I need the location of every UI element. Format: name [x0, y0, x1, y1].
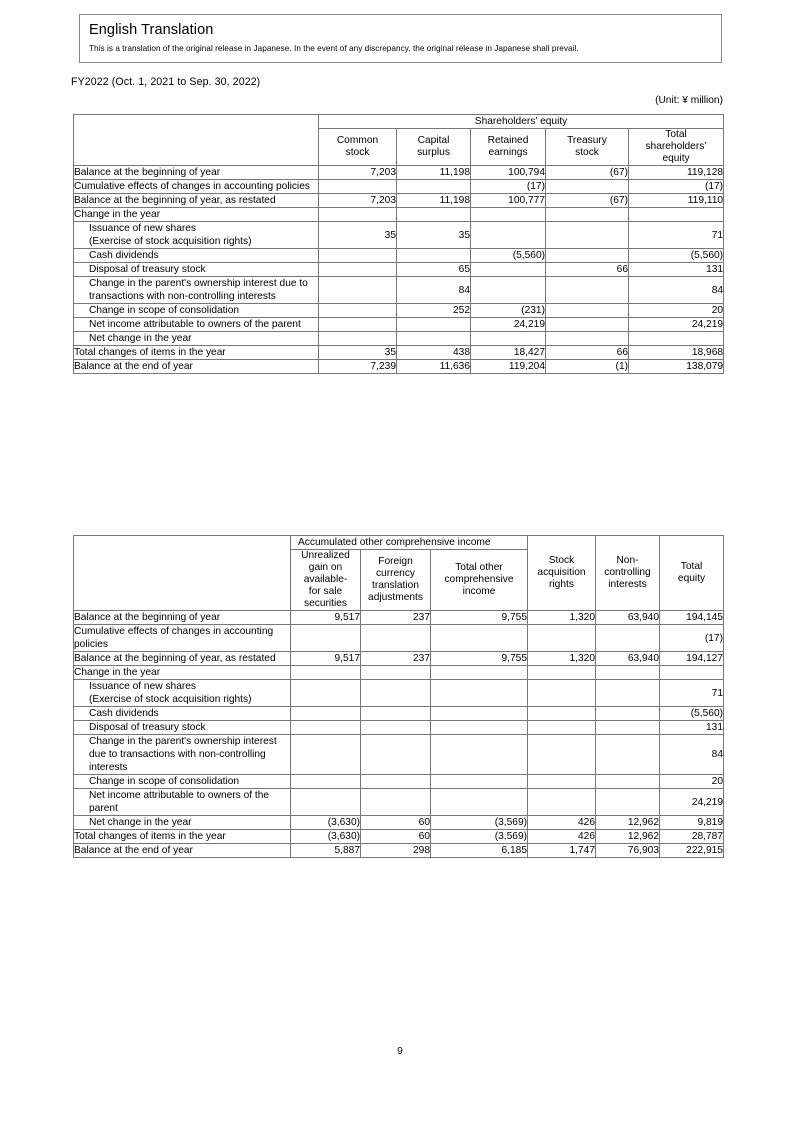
- cell-unrealized-gain-on-available-for-sale-securities: [291, 625, 361, 652]
- table-row: [74, 249, 724, 263]
- cell-capital-surplus: [397, 208, 471, 222]
- table1-group-header-row: [74, 115, 724, 129]
- cell-retained-earnings: (17): [471, 180, 546, 194]
- cell-total-shareholders-equity: 84: [629, 277, 724, 304]
- cell-treasury-stock: 66: [546, 263, 629, 277]
- table2-col-header-stock-acquisition-rights: Stock acquisition rights: [528, 536, 596, 611]
- table1-col-header-total-shareholders-equity: Total shareholders’ equity: [629, 129, 724, 166]
- table-row: [74, 666, 724, 680]
- cell-total-equity: 24,219: [660, 789, 724, 816]
- cell-total-shareholders-equity: [629, 208, 724, 222]
- row-label-change-in-the-year: Change in the year: [74, 208, 319, 222]
- row-label-change-in-the-parents-ownership-interest-due-to-: Change in the parent's ownership interest due to transactions with non-controlling interests: [74, 277, 319, 304]
- cell-unrealized-gain-on-available-for-sale-securities: [291, 666, 361, 680]
- row-label-net-change-in-the-year: Net change in the year: [74, 332, 319, 346]
- cell-total-shareholders-equity: 20: [629, 304, 724, 318]
- cell-unrealized-gain-on-available-for-sale-securities: [291, 735, 361, 775]
- cell-non-controlling-interests: [596, 707, 660, 721]
- cell-total-shareholders-equity: (17): [629, 180, 724, 194]
- table1-col-header-capital-surplus: Capital surplus: [397, 129, 471, 166]
- cell-non-controlling-interests: 63,940: [596, 611, 660, 625]
- row-label-change-in-the-year: Change in the year: [74, 666, 291, 680]
- cell-total-equity: (17): [660, 625, 724, 652]
- table-row: [74, 625, 724, 652]
- row-label-disposal-of-treasury-stock: Disposal of treasury stock: [74, 721, 291, 735]
- row-label-balance-at-the-beginning-of-year-as-restated: Balance at the beginning of year, as restated: [74, 652, 291, 666]
- table2-col-header-total-equity: Total equity: [660, 536, 724, 611]
- cell-retained-earnings: 18,427: [471, 346, 546, 360]
- cell-stock-acquisition-rights: [528, 625, 596, 652]
- table-row: [74, 611, 724, 625]
- cell-total-shareholders-equity: 119,110: [629, 194, 724, 208]
- row-label-balance-at-the-beginning-of-year: Balance at the beginning of year: [74, 166, 319, 180]
- table2-group-header: Accumulated other comprehensive income: [291, 536, 528, 550]
- cell-retained-earnings: (5,560): [471, 249, 546, 263]
- cell-common-stock: [319, 263, 397, 277]
- row-label-disposal-of-treasury-stock: Disposal of treasury stock: [74, 263, 319, 277]
- fiscal-period-label: FY2022 (Oct. 1, 2021 to Sep. 30, 2022): [71, 76, 261, 88]
- cell-non-controlling-interests: [596, 625, 660, 652]
- cell-retained-earnings: [471, 208, 546, 222]
- row-label-balance-at-the-end-of-year: Balance at the end of year: [74, 844, 291, 858]
- row-label-total-changes-of-items-in-the-year: Total changes of items in the year: [74, 830, 291, 844]
- cell-stock-acquisition-rights: 1,320: [528, 611, 596, 625]
- cell-non-controlling-interests: 63,940: [596, 652, 660, 666]
- cell-retained-earnings: [471, 222, 546, 249]
- cell-foreign-currency-translation-adjustments: 237: [361, 652, 431, 666]
- cell-retained-earnings: [471, 263, 546, 277]
- cell-foreign-currency-translation-adjustments: [361, 789, 431, 816]
- cell-non-controlling-interests: 76,903: [596, 844, 660, 858]
- cell-retained-earnings: (231): [471, 304, 546, 318]
- table-row: [74, 277, 724, 304]
- cell-common-stock: 7,203: [319, 166, 397, 180]
- cell-total-other-comprehensive-income: (3,569): [431, 816, 528, 830]
- cell-common-stock: [319, 208, 397, 222]
- table2-col-header-total-other-comprehensive-income: Total other comprehensive income: [431, 550, 528, 611]
- cell-treasury-stock: [546, 318, 629, 332]
- table-row: [74, 263, 724, 277]
- table2-header: [74, 536, 724, 611]
- cell-total-equity: 28,787: [660, 830, 724, 844]
- cell-stock-acquisition-rights: [528, 735, 596, 775]
- table1-group-header: Shareholders’ equity: [319, 115, 724, 129]
- cell-common-stock: [319, 332, 397, 346]
- table-row: [74, 208, 724, 222]
- cell-unrealized-gain-on-available-for-sale-securities: 9,517: [291, 652, 361, 666]
- row-label-change-in-the-parents-ownership-interest-due-to-: Change in the parent's ownership interest due to transactions with non-controlling interests: [74, 735, 291, 775]
- cell-total-other-comprehensive-income: [431, 707, 528, 721]
- table-row: [74, 680, 724, 707]
- table2-group-header-row: [74, 536, 724, 550]
- cell-capital-surplus: 35: [397, 222, 471, 249]
- cell-unrealized-gain-on-available-for-sale-securities: [291, 707, 361, 721]
- cell-treasury-stock: [546, 180, 629, 194]
- cell-common-stock: 7,239: [319, 360, 397, 374]
- table-row: [74, 721, 724, 735]
- cell-total-equity: 71: [660, 680, 724, 707]
- table2-corner-cell: [74, 536, 291, 611]
- row-label-change-in-scope-of-consolidation: Change in scope of consolidation: [74, 304, 319, 318]
- cell-unrealized-gain-on-available-for-sale-securities: (3,630): [291, 830, 361, 844]
- cell-stock-acquisition-rights: [528, 680, 596, 707]
- cell-unrealized-gain-on-available-for-sale-securities: 9,517: [291, 611, 361, 625]
- cell-total-other-comprehensive-income: 9,755: [431, 611, 528, 625]
- cell-total-equity: 20: [660, 775, 724, 789]
- table-row: [74, 707, 724, 721]
- row-label-cumulative-effects-of-changes-in-accounting-poli: Cumulative effects of changes in accounting policies: [74, 625, 291, 652]
- cell-retained-earnings: 100,777: [471, 194, 546, 208]
- table-row: [74, 789, 724, 816]
- cell-unrealized-gain-on-available-for-sale-securities: [291, 789, 361, 816]
- cell-non-controlling-interests: [596, 721, 660, 735]
- cell-common-stock: 35: [319, 222, 397, 249]
- cell-capital-surplus: 65: [397, 263, 471, 277]
- cell-total-other-comprehensive-income: [431, 666, 528, 680]
- cell-non-controlling-interests: 12,962: [596, 830, 660, 844]
- cell-treasury-stock: [546, 208, 629, 222]
- notice-title: English Translation: [89, 22, 214, 38]
- table-row: [74, 318, 724, 332]
- cell-total-shareholders-equity: 24,219: [629, 318, 724, 332]
- table2-col-header-foreign-currency-translation-adjustments: Foreign currency translation adjustments: [361, 550, 431, 611]
- cell-foreign-currency-translation-adjustments: [361, 680, 431, 707]
- cell-stock-acquisition-rights: [528, 789, 596, 816]
- cell-retained-earnings: [471, 332, 546, 346]
- cell-total-equity: (5,560): [660, 707, 724, 721]
- cell-total-other-comprehensive-income: [431, 721, 528, 735]
- cell-common-stock: [319, 180, 397, 194]
- table-row: [74, 180, 724, 194]
- table1-body: [74, 166, 724, 374]
- row-label-cash-dividends: Cash dividends: [74, 707, 291, 721]
- row-label-net-income-attributable-to-owners-of-the-parent: Net income attributable to owners of the parent: [74, 789, 291, 816]
- cell-foreign-currency-translation-adjustments: [361, 666, 431, 680]
- table2-col-header-non-controlling-interests: Non- controlling interests: [596, 536, 660, 611]
- cell-capital-surplus: [397, 249, 471, 263]
- cell-stock-acquisition-rights: [528, 666, 596, 680]
- table-row: [74, 332, 724, 346]
- table-row: [74, 775, 724, 789]
- cell-total-shareholders-equity: 138,079: [629, 360, 724, 374]
- cell-foreign-currency-translation-adjustments: 60: [361, 830, 431, 844]
- table1-corner-cell: [74, 115, 319, 166]
- cell-total-equity: 9,819: [660, 816, 724, 830]
- cell-treasury-stock: 66: [546, 346, 629, 360]
- cell-capital-surplus: 11,198: [397, 166, 471, 180]
- notice-subtitle: This is a translation of the original release in Japanese. In the event of any discrepancy, the original release in Japanese shall prevail.: [89, 44, 579, 53]
- row-label-balance-at-the-beginning-of-year-as-restated: Balance at the beginning of year, as restated: [74, 194, 319, 208]
- cell-retained-earnings: 100,794: [471, 166, 546, 180]
- cell-stock-acquisition-rights: [528, 775, 596, 789]
- cell-unrealized-gain-on-available-for-sale-securities: (3,630): [291, 816, 361, 830]
- row-label-total-changes-of-items-in-the-year: Total changes of items in the year: [74, 346, 319, 360]
- cell-common-stock: 7,203: [319, 194, 397, 208]
- table-row: [74, 652, 724, 666]
- cell-total-shareholders-equity: [629, 332, 724, 346]
- cell-stock-acquisition-rights: 426: [528, 816, 596, 830]
- cell-treasury-stock: (1): [546, 360, 629, 374]
- cell-non-controlling-interests: [596, 775, 660, 789]
- table-row: [74, 360, 724, 374]
- cell-stock-acquisition-rights: 1,320: [528, 652, 596, 666]
- table-row: [74, 304, 724, 318]
- cell-retained-earnings: [471, 277, 546, 304]
- cell-stock-acquisition-rights: 426: [528, 830, 596, 844]
- cell-unrealized-gain-on-available-for-sale-securities: 5,887: [291, 844, 361, 858]
- cell-non-controlling-interests: [596, 735, 660, 775]
- cell-capital-surplus: 438: [397, 346, 471, 360]
- cell-total-equity: 194,127: [660, 652, 724, 666]
- unit-label: (Unit: ¥ million): [655, 95, 723, 106]
- cell-capital-surplus: [397, 180, 471, 194]
- table1-col-header-retained-earnings: Retained earnings: [471, 129, 546, 166]
- table2-col-header-unrealized-gain-on-available-for-sale-securities: Unrealized gain on available- for sale securities: [291, 550, 361, 611]
- cell-treasury-stock: [546, 222, 629, 249]
- cell-capital-surplus: [397, 332, 471, 346]
- cell-unrealized-gain-on-available-for-sale-securities: [291, 775, 361, 789]
- cell-common-stock: [319, 318, 397, 332]
- page-number: 9: [397, 1046, 403, 1057]
- cell-non-controlling-interests: [596, 666, 660, 680]
- cell-treasury-stock: (67): [546, 194, 629, 208]
- cell-foreign-currency-translation-adjustments: 237: [361, 611, 431, 625]
- cell-total-other-comprehensive-income: [431, 625, 528, 652]
- cell-unrealized-gain-on-available-for-sale-securities: [291, 680, 361, 707]
- cell-total-equity: 131: [660, 721, 724, 735]
- cell-foreign-currency-translation-adjustments: 298: [361, 844, 431, 858]
- cell-total-other-comprehensive-income: [431, 775, 528, 789]
- table-row: [74, 735, 724, 775]
- cell-total-other-comprehensive-income: 6,185: [431, 844, 528, 858]
- table-row: [74, 816, 724, 830]
- row-label-cash-dividends: Cash dividends: [74, 249, 319, 263]
- cell-foreign-currency-translation-adjustments: [361, 721, 431, 735]
- cell-capital-surplus: 11,198: [397, 194, 471, 208]
- cell-total-other-comprehensive-income: [431, 789, 528, 816]
- cell-treasury-stock: (67): [546, 166, 629, 180]
- cell-total-shareholders-equity: 131: [629, 263, 724, 277]
- cell-retained-earnings: 119,204: [471, 360, 546, 374]
- table-row: [74, 166, 724, 180]
- cell-total-other-comprehensive-income: 9,755: [431, 652, 528, 666]
- row-label-balance-at-the-beginning-of-year: Balance at the beginning of year: [74, 611, 291, 625]
- cell-total-shareholders-equity: 119,128: [629, 166, 724, 180]
- cell-common-stock: [319, 249, 397, 263]
- cell-foreign-currency-translation-adjustments: [361, 707, 431, 721]
- row-label-net-change-in-the-year: Net change in the year: [74, 816, 291, 830]
- cell-total-other-comprehensive-income: [431, 680, 528, 707]
- cell-common-stock: 35: [319, 346, 397, 360]
- english-translation-notice: [79, 14, 722, 63]
- cell-treasury-stock: [546, 249, 629, 263]
- cell-total-other-comprehensive-income: (3,569): [431, 830, 528, 844]
- cell-capital-surplus: 84: [397, 277, 471, 304]
- cell-capital-surplus: 11,636: [397, 360, 471, 374]
- shareholders-equity-table: [73, 114, 724, 374]
- table2-body: [74, 611, 724, 858]
- cell-foreign-currency-translation-adjustments: [361, 735, 431, 775]
- cell-retained-earnings: 24,219: [471, 318, 546, 332]
- table1-col-header-common-stock: Common stock: [319, 129, 397, 166]
- table-row: [74, 194, 724, 208]
- cell-stock-acquisition-rights: [528, 707, 596, 721]
- cell-capital-surplus: 252: [397, 304, 471, 318]
- cell-stock-acquisition-rights: [528, 721, 596, 735]
- cell-non-controlling-interests: [596, 680, 660, 707]
- cell-total-shareholders-equity: (5,560): [629, 249, 724, 263]
- cell-common-stock: [319, 277, 397, 304]
- cell-capital-surplus: [397, 318, 471, 332]
- cell-treasury-stock: [546, 304, 629, 318]
- cell-total-equity: 194,145: [660, 611, 724, 625]
- cell-unrealized-gain-on-available-for-sale-securities: [291, 721, 361, 735]
- cell-foreign-currency-translation-adjustments: [361, 625, 431, 652]
- cell-treasury-stock: [546, 332, 629, 346]
- cell-foreign-currency-translation-adjustments: [361, 775, 431, 789]
- row-label-cumulative-effects-of-changes-in-accounting-poli: Cumulative effects of changes in accounting policies: [74, 180, 319, 194]
- cell-treasury-stock: [546, 277, 629, 304]
- cell-total-shareholders-equity: 18,968: [629, 346, 724, 360]
- row-label-change-in-scope-of-consolidation: Change in scope of consolidation: [74, 775, 291, 789]
- table-row: [74, 830, 724, 844]
- cell-foreign-currency-translation-adjustments: 60: [361, 816, 431, 830]
- cell-total-other-comprehensive-income: [431, 735, 528, 775]
- table-row: [74, 222, 724, 249]
- comprehensive-income-equity-table: [73, 535, 724, 858]
- row-label-issuance-of-new-shares-exercise-of-stock-acquisi: Issuance of new shares (Exercise of stock acquisition rights): [74, 680, 291, 707]
- cell-total-shareholders-equity: 71: [629, 222, 724, 249]
- cell-non-controlling-interests: [596, 789, 660, 816]
- table1-header: [74, 115, 724, 166]
- cell-non-controlling-interests: 12,962: [596, 816, 660, 830]
- cell-stock-acquisition-rights: 1,747: [528, 844, 596, 858]
- row-label-issuance-of-new-shares-exercise-of-stock-acquisi: Issuance of new shares (Exercise of stock acquisition rights): [74, 222, 319, 249]
- cell-total-equity: 84: [660, 735, 724, 775]
- row-label-net-income-attributable-to-owners-of-the-parent: Net income attributable to owners of the parent: [74, 318, 319, 332]
- row-label-balance-at-the-end-of-year: Balance at the end of year: [74, 360, 319, 374]
- table-row: [74, 346, 724, 360]
- cell-common-stock: [319, 304, 397, 318]
- table1-col-header-treasury-stock: Treasury stock: [546, 129, 629, 166]
- cell-total-equity: 222,915: [660, 844, 724, 858]
- cell-total-equity: [660, 666, 724, 680]
- table-row: [74, 844, 724, 858]
